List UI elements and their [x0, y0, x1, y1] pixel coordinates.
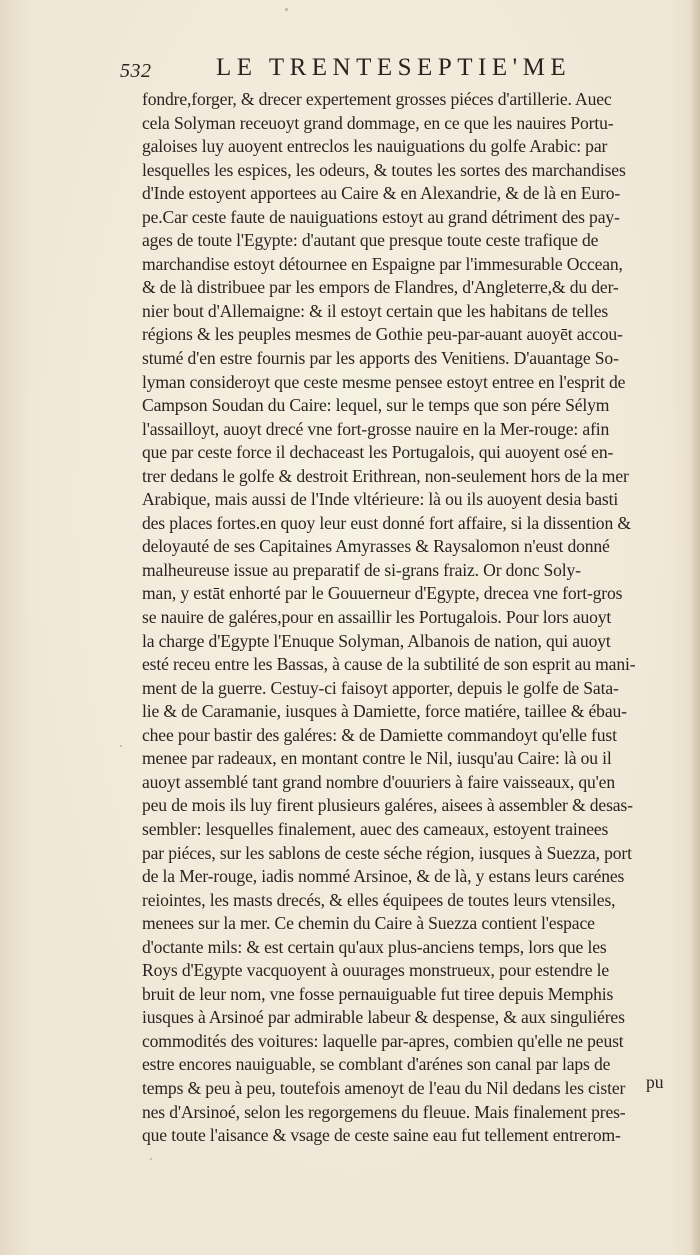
- paper-speck: [150, 1158, 152, 1160]
- text-line: régions & les peuples mesmes de Gothie peu-par-auant auoyēt accou-: [142, 324, 623, 345]
- text-line: temps & peu à peu, toutefois amenoyt de l'eau du Nil dedans les cister: [142, 1077, 626, 1098]
- text-line: bruit de leur nom, vne fosse pernauiguable fut tiree depuis Memphis: [142, 983, 614, 1004]
- text-line: Campson Soudan du Caire: lequel, sur le temps que son pére Sélym: [142, 395, 610, 416]
- catchword: pu: [646, 1072, 664, 1092]
- text-line: menee par radeaux, en montant contre le Nil, iusqu'au Caire: là ou il: [142, 748, 612, 769]
- text-line: sembler: lesquelles finalement, auec des cameaux, estoyent trainees: [142, 818, 609, 839]
- text-line: lesquelles les espices, les odeurs, & toutes les sortes des marchandises: [142, 159, 626, 180]
- running-head: LE TRENTESEPTIE'ME: [216, 54, 572, 81]
- text-line: lie & de Caramanie, iusques à Damiette, force matiére, taillee & ébau-: [142, 701, 627, 722]
- body-text: [142, 88, 680, 1148]
- page-header: [120, 52, 680, 86]
- text-line: d'octante mils: & est certain qu'aux plus-anciens temps, lors que les: [142, 936, 607, 957]
- text-line: ages de toute l'Egypte: d'autant que presque toute ceste trafique de: [142, 230, 599, 251]
- paper-speck: [285, 8, 288, 11]
- text-line: commodités des voitures: laquelle par-apres, combien qu'elle ne peust: [142, 1030, 624, 1051]
- text-line: peu de mois ils luy firent plusieurs galéres, aisees à assembler & desas-: [142, 795, 633, 816]
- text-line: iusques à Arsinoé par admirable labeur & despense, & aux singuliéres: [142, 1007, 625, 1028]
- text-line: esté receu entre les Bassas, à cause de la subtilité de son esprit au mani-: [142, 654, 636, 675]
- text-line: nes d'Arsinoé, selon les regorgemens du fleuue. Mais finalement pres-: [142, 1101, 626, 1122]
- text-line: Arabique, mais aussi de l'Inde vltérieure: là ou ils auoyent desia basti: [142, 489, 619, 510]
- text-line: de la Mer-rouge, iadis nommé Arsinoe, & de là, y estans leurs carénes: [142, 866, 625, 887]
- text-line: man, y estāt enhorté par le Gouuerneur d'Egypte, drecea vne fort-gros: [142, 583, 623, 604]
- text-line: deloyauté de ses Capitaines Amyrasses & Raysalomon n'eust donné: [142, 536, 610, 557]
- page-edge-shadow: [690, 0, 700, 1255]
- text-line: nier bout d'Allemaigne: & il estoyt certain que les habitans de telles: [142, 300, 609, 321]
- text-line: stumé d'en estre fournis par les apports des Venitiens. D'auantage So-: [142, 348, 619, 369]
- text-line: que toute l'aisance & vsage de ceste saine eau fut tellement entrerom-: [142, 1125, 621, 1146]
- text-line: la charge d'Egypte l'Enuque Solyman, Albanois de nation, qui auoyt: [142, 630, 611, 651]
- text-line: marchandise estoyt détournee en Espaigne par l'immesurable Occean,: [142, 253, 623, 274]
- text-line: lyman consideroyt que ceste mesme pensee estoyt entree en l'esprit de: [142, 371, 626, 392]
- text-line: Roys d'Egypte vacquoyent à ouurages monstrueux, pour estendre le: [142, 960, 610, 981]
- text-line: se nauire de galéres,pour en assaillir les Portugalois. Pour lors auoyt: [142, 607, 612, 628]
- text-line: par piéces, sur les sablons de ceste séche région, iusques à Suezza, port: [142, 842, 632, 863]
- text-line: fondre,forger, & drecer expertement grosses piéces d'artillerie. Auec: [142, 89, 612, 109]
- text-line: auoyt assemblé tant grand nombre d'ouuriers à faire vaisseaux, qu'en: [142, 771, 615, 792]
- text-line: menees sur la mer. Ce chemin du Caire à Suezza contient l'espace: [142, 913, 595, 934]
- text-line: & de là distribuee par les empors de Flandres, d'Angleterre,& du der-: [142, 277, 619, 298]
- text-line: d'Inde estoyent apportees au Caire & en Alexandrie, & de là en Euro-: [142, 183, 621, 204]
- text-line: chee pour bastir des galéres: & de Damiette commandoyt qu'elle fust: [142, 724, 617, 745]
- text-line: ment de la guerre. Cestuy-ci faisoyt apporter, depuis le golfe de Sata-: [142, 677, 619, 698]
- text-line: estre encores nauiguable, se comblant d'arénes son canal par laps de: [142, 1054, 611, 1075]
- text-line: trer dedans le golfe & destroit Erithrean, non-seulement hors de la mer: [142, 465, 629, 486]
- text-line: malheureuse issue au preparatif de si-grans fraiz. Or donc Soly-: [142, 559, 581, 580]
- text-line: reiointes, les masts drecés, & elles équipees de toutes leurs vtensiles,: [142, 889, 616, 910]
- text-line: que par ceste force il dechaceast les Portugalois, qui auoyent osé en-: [142, 442, 614, 463]
- text-line: l'assailloyt, auoyt drecé vne fort-grosse nauire en la Mer-rouge: afin: [142, 418, 610, 439]
- text-line: cela Solyman receuoyt grand dommage, en ce que les nauires Portu-: [142, 112, 614, 133]
- page-number: 532: [120, 60, 152, 82]
- text-line: galoises luy auoyent entreclos les nauiguations du golfe Arabic: par: [142, 136, 608, 157]
- text-line: pe.Car ceste faute de nauiguations estoyt au grand détriment des pay-: [142, 206, 620, 227]
- text-line: des places fortes.en quoy leur eust donné fort affaire, si la dissention &: [142, 512, 631, 533]
- paper-speck: [120, 745, 122, 747]
